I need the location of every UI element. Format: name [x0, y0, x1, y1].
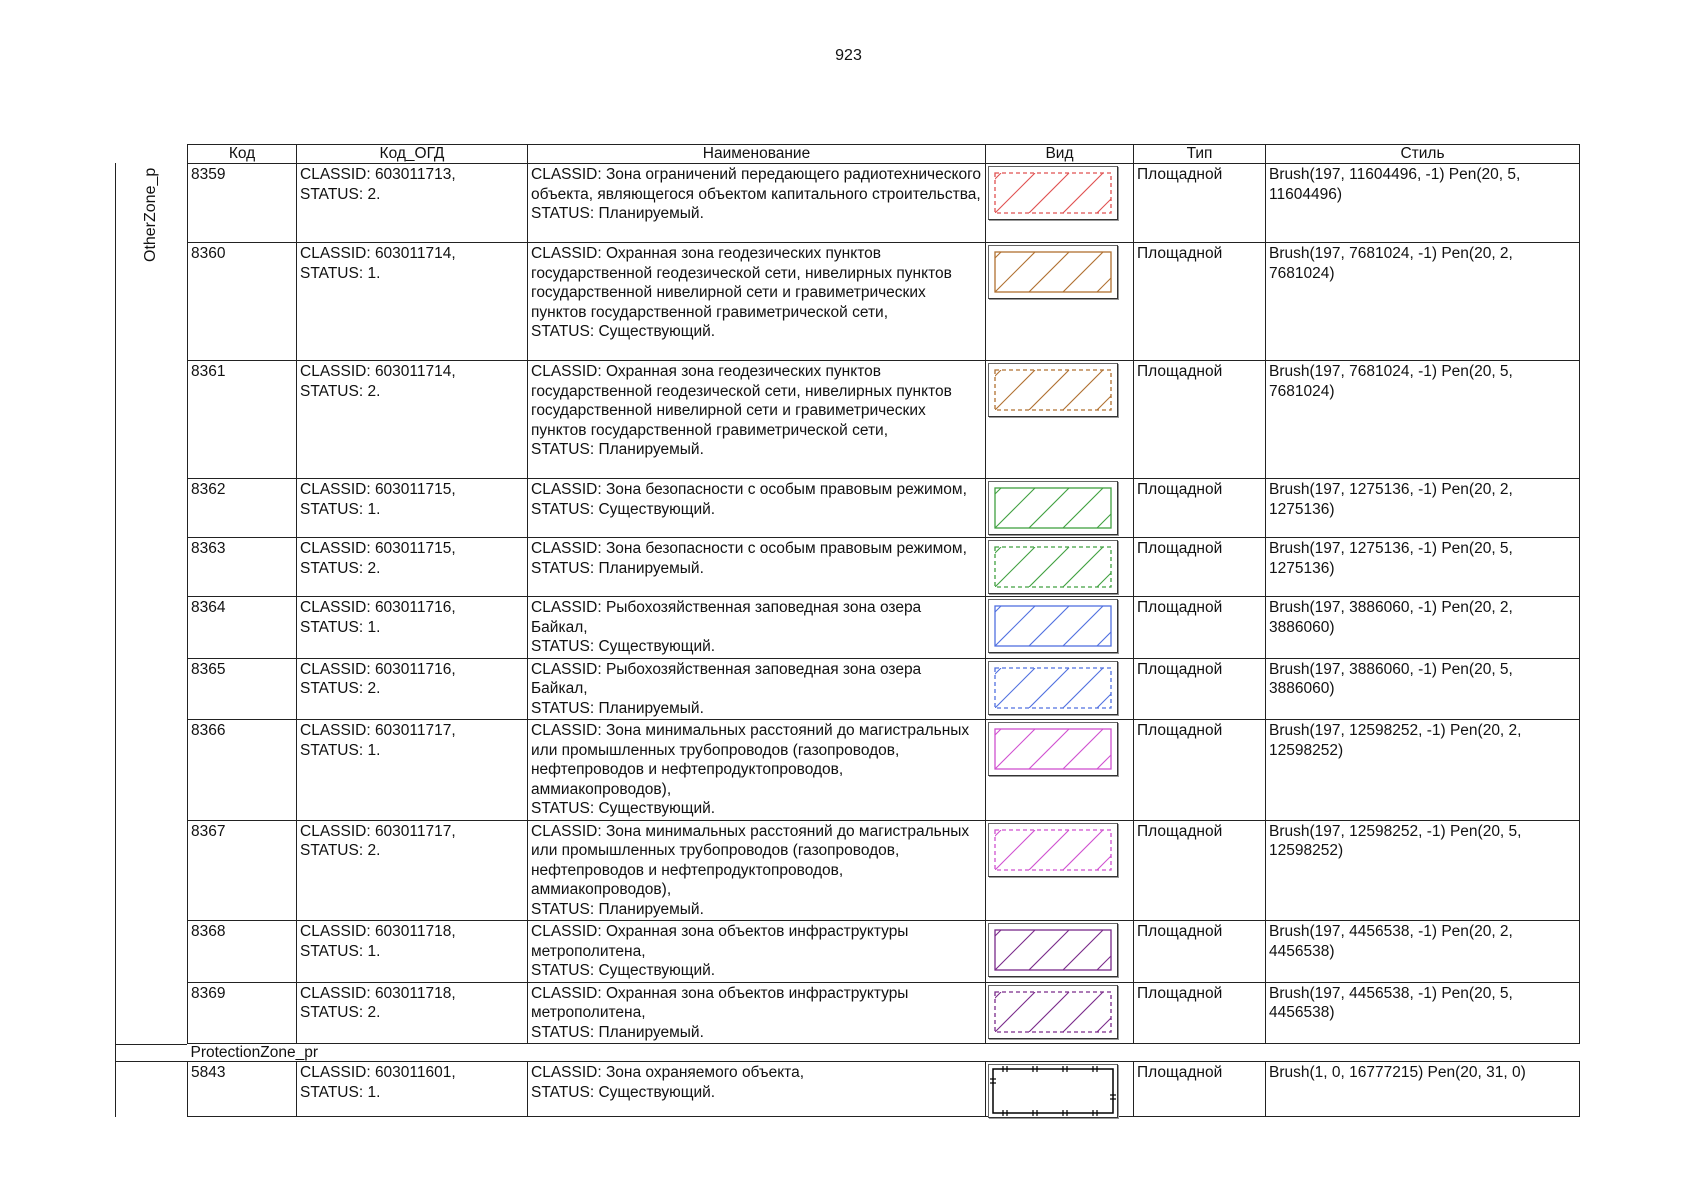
name-cell: CLASSID: Охранная зона геодезических пунктов государственной геодезической сети, нивелирных пунктов государственной нивелирной сети и гравиметрических пунктов государственной гравиметрической сети, STATUS: Существующий. [528, 243, 986, 361]
view-cell [986, 164, 1134, 243]
swatch-graphic [989, 986, 1117, 1038]
view-cell [986, 479, 1134, 538]
style-cell: Brush(197, 4456538, -1) Pen(20, 5, 4456538) [1266, 982, 1580, 1044]
code-cell: 8364 [188, 597, 297, 659]
ogd-cell: CLASSID: 603011713, STATUS: 2. [297, 164, 528, 243]
name-cell: CLASSID: Рыбохозяйственная заповедная зона озера Байкал, STATUS: Планируемый. [528, 658, 986, 720]
style-swatch [988, 540, 1118, 594]
table-row [188, 658, 1580, 720]
type-cell: Площадной [1134, 820, 1266, 921]
table-row [188, 479, 1580, 538]
header-ogd: Код_ОГД [297, 145, 528, 164]
group-separator-line-2 [115, 1061, 187, 1062]
code-cell: 8359 [188, 164, 297, 243]
type-cell: Площадной [1134, 479, 1266, 538]
ogd-cell: CLASSID: 603011718, STATUS: 2. [297, 982, 528, 1044]
header-name: Наименование [528, 145, 986, 164]
swatch-graphic [989, 924, 1117, 976]
style-swatch [988, 599, 1118, 653]
view-cell [986, 243, 1134, 361]
type-cell: Площадной [1134, 361, 1266, 479]
swatch-graphic [989, 824, 1117, 876]
name-cell: CLASSID: Рыбохозяйственная заповедная зона озера Байкал, STATUS: Существующий. [528, 597, 986, 659]
table-row [188, 361, 1580, 479]
name-cell: CLASSID: Охранная зона объектов инфраструктуры метрополитена, STATUS: Планируемый. [528, 982, 986, 1044]
swatch-graphic [989, 167, 1117, 219]
code-cell: 5843 [188, 1062, 297, 1117]
code-cell: 8366 [188, 720, 297, 821]
style-swatch [988, 923, 1118, 977]
header-row [188, 145, 1580, 164]
code-cell: 8360 [188, 243, 297, 361]
code-cell: 8362 [188, 479, 297, 538]
ogd-cell: CLASSID: 603011715, STATUS: 2. [297, 538, 528, 597]
table-row [188, 982, 1580, 1044]
name-cell: CLASSID: Охранная зона объектов инфраструктуры метрополитена, STATUS: Существующий. [528, 921, 986, 983]
table-row [188, 597, 1580, 659]
table-row [188, 538, 1580, 597]
swatch-graphic [989, 482, 1117, 534]
ogd-cell: CLASSID: 603011718, STATUS: 1. [297, 921, 528, 983]
ogd-cell: CLASSID: 603011714, STATUS: 1. [297, 243, 528, 361]
type-cell: Площадной [1134, 1062, 1266, 1117]
style-cell: Brush(197, 1275136, -1) Pen(20, 2, 1275136) [1266, 479, 1580, 538]
view-cell [986, 820, 1134, 921]
view-cell [986, 921, 1134, 983]
group-separator-line [115, 1044, 187, 1045]
ogd-cell: CLASSID: 603011715, STATUS: 1. [297, 479, 528, 538]
view-cell [986, 982, 1134, 1044]
style-cell: Brush(197, 3886060, -1) Pen(20, 2, 3886060) [1266, 597, 1580, 659]
table-row [188, 820, 1580, 921]
code-cell: 8363 [188, 538, 297, 597]
type-cell: Площадной [1134, 597, 1266, 659]
swatch-graphic [989, 600, 1117, 652]
header-style: Стиль [1266, 145, 1580, 164]
ogd-cell: CLASSID: 603011716, STATUS: 2. [297, 658, 528, 720]
type-cell: Площадной [1134, 538, 1266, 597]
view-cell [986, 1062, 1134, 1117]
swatch-graphic [989, 541, 1117, 593]
type-cell: Площадной [1134, 658, 1266, 720]
style-cell: Brush(197, 7681024, -1) Pen(20, 5, 7681024) [1266, 361, 1580, 479]
header-type: Тип [1134, 145, 1266, 164]
legend-table [187, 144, 1580, 1117]
style-swatch [988, 1064, 1118, 1118]
style-swatch [988, 166, 1118, 220]
group-label-otherzone: OtherZone_p [142, 167, 159, 262]
code-cell: 8368 [188, 921, 297, 983]
style-cell: Brush(197, 7681024, -1) Pen(20, 2, 7681024) [1266, 243, 1580, 361]
style-swatch [988, 245, 1118, 299]
table-row [188, 243, 1580, 361]
view-cell [986, 361, 1134, 479]
style-swatch [988, 661, 1118, 715]
name-cell: CLASSID: Охранная зона геодезических пунктов государственной геодезической сети, нивелирных пунктов государственной нивелирной сети и гравиметрических пунктов государственной гравиметрической сети, STATUS: Планируемый. [528, 361, 986, 479]
type-cell: Площадной [1134, 921, 1266, 983]
swatch-graphic [989, 364, 1117, 416]
name-cell: CLASSID: Зона безопасности с особым правовым режимом, STATUS: Существующий. [528, 479, 986, 538]
group-left-border [115, 163, 116, 1117]
view-cell [986, 720, 1134, 821]
swatch-graphic [989, 246, 1117, 298]
name-cell: CLASSID: Зона охраняемого объекта, STATUS: Существующий. [528, 1062, 986, 1117]
code-cell: 8361 [188, 361, 297, 479]
swatch-graphic [989, 723, 1117, 775]
swatch-graphic [989, 662, 1117, 714]
style-cell: Brush(197, 11604496, -1) Pen(20, 5, 11604496) [1266, 164, 1580, 243]
name-cell: CLASSID: Зона безопасности с особым правовым режимом, STATUS: Планируемый. [528, 538, 986, 597]
type-cell: Площадной [1134, 164, 1266, 243]
ogd-cell: CLASSID: 603011714, STATUS: 2. [297, 361, 528, 479]
name-cell: CLASSID: Зона минимальных расстояний до магистральных или промышленных трубопроводов (газопроводов, нефтепроводов и нефтепродуктопроводов, аммиакопроводов), STATUS: Планируемый. [528, 820, 986, 921]
style-swatch [988, 985, 1118, 1039]
table-row [188, 720, 1580, 821]
ogd-cell: CLASSID: 603011716, STATUS: 1. [297, 597, 528, 659]
style-swatch [988, 823, 1118, 877]
name-cell: CLASSID: Зона минимальных расстояний до магистральных или промышленных трубопроводов (газопроводов, нефтепроводов и нефтепродуктопроводов, аммиакопроводов), STATUS: Существующий. [528, 720, 986, 821]
type-cell: Площадной [1134, 720, 1266, 821]
style-swatch [988, 481, 1118, 535]
code-cell: 8365 [188, 658, 297, 720]
style-cell: Brush(197, 12598252, -1) Pen(20, 2, 12598252) [1266, 720, 1580, 821]
ogd-cell: CLASSID: 603011717, STATUS: 1. [297, 720, 528, 821]
table-row [188, 921, 1580, 983]
ogd-cell: CLASSID: 603011601, STATUS: 1. [297, 1062, 528, 1117]
view-cell [986, 538, 1134, 597]
swatch-graphic [989, 1065, 1117, 1117]
header-code: Код [188, 145, 297, 164]
group-header-row [188, 1044, 1580, 1062]
code-cell: 8367 [188, 820, 297, 921]
view-cell [986, 658, 1134, 720]
view-cell [986, 597, 1134, 659]
style-cell: Brush(197, 3886060, -1) Pen(20, 5, 3886060) [1266, 658, 1580, 720]
code-cell: 8369 [188, 982, 297, 1044]
page-number: 923 [835, 47, 862, 64]
style-cell: Brush(197, 1275136, -1) Pen(20, 5, 1275136) [1266, 538, 1580, 597]
table-row [188, 164, 1580, 243]
table-row [188, 1062, 1580, 1117]
name-cell: CLASSID: Зона ограничений передающего радиотехнического объекта, являющегося объектом капитального строительства, STATUS: Планируемый. [528, 164, 986, 243]
type-cell: Площадной [1134, 982, 1266, 1044]
style-cell: Brush(197, 12598252, -1) Pen(20, 5, 12598252) [1266, 820, 1580, 921]
group-label-protectionzone-pr: ProtectionZone_pr [188, 1044, 1580, 1062]
style-swatch [988, 722, 1118, 776]
ogd-cell: CLASSID: 603011717, STATUS: 2. [297, 820, 528, 921]
header-view: Вид [986, 145, 1134, 164]
style-swatch [988, 363, 1118, 417]
type-cell: Площадной [1134, 243, 1266, 361]
style-cell: Brush(1, 0, 16777215) Pen(20, 31, 0) [1266, 1062, 1580, 1117]
style-cell: Brush(197, 4456538, -1) Pen(20, 2, 4456538) [1266, 921, 1580, 983]
